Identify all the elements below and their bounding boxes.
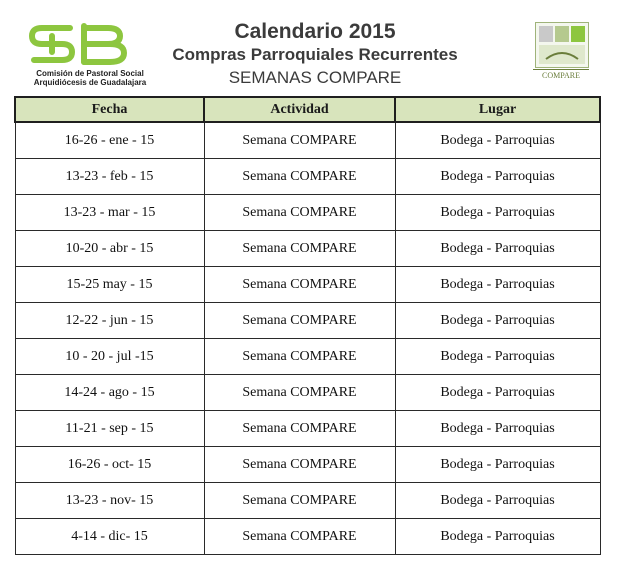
table-row — [15, 122, 600, 159]
fecha-cell: 16-26 - oct- 15 — [15, 447, 204, 483]
column-header-fecha: Fecha — [15, 97, 204, 122]
fecha-cell: 10-20 - abr - 15 — [15, 231, 204, 267]
table-header-row — [15, 97, 600, 122]
org-line-1: Comisión de Pastoral Social — [36, 69, 144, 78]
column-header-actividad: Actividad — [204, 97, 395, 122]
table-row — [15, 195, 600, 231]
fecha-cell: 13-23 - feb - 15 — [15, 159, 204, 195]
table-row — [15, 483, 600, 519]
lugar-cell: Bodega - Parroquias — [395, 231, 600, 267]
organization-name — [10, 69, 170, 87]
table-row — [15, 267, 600, 303]
compare-logo-label: COMPARE — [533, 69, 589, 80]
fecha-cell: 14-24 - ago - 15 — [15, 375, 204, 411]
table-row — [15, 375, 600, 411]
compare-logo — [533, 22, 589, 88]
page-subtitle: Compras Parroquiales Recurrentes — [172, 45, 458, 64]
column-header-lugar: Lugar — [395, 97, 600, 122]
fecha-cell: 13-23 - nov- 15 — [15, 483, 204, 519]
actividad-cell: Semana COMPARE — [204, 447, 395, 483]
actividad-cell: Semana COMPARE — [204, 483, 395, 519]
lugar-cell: Bodega - Parroquias — [395, 339, 600, 375]
fecha-cell: 12-22 - jun - 15 — [15, 303, 204, 339]
sb-logo-icon — [26, 22, 131, 68]
fecha-cell: 4-14 - dic- 15 — [15, 519, 204, 555]
fecha-cell: 11-21 - sep - 15 — [15, 411, 204, 447]
actividad-cell: Semana COMPARE — [204, 231, 395, 267]
table-row — [15, 411, 600, 447]
fecha-cell: 10 - 20 - jul -15 — [15, 339, 204, 375]
calendar-table — [14, 96, 601, 555]
lugar-cell: Bodega - Parroquias — [395, 303, 600, 339]
lugar-cell: Bodega - Parroquias — [395, 267, 600, 303]
fecha-cell: 15-25 may - 15 — [15, 267, 204, 303]
org-line-2: Arquidiócesis de Guadalajara — [33, 78, 147, 87]
table-row — [15, 339, 600, 375]
actividad-cell: Semana COMPARE — [204, 195, 395, 231]
table-row — [15, 519, 600, 555]
actividad-cell: Semana COMPARE — [204, 519, 395, 555]
table-row — [15, 231, 600, 267]
actividad-cell: Semana COMPARE — [204, 303, 395, 339]
page-subtitle-2: SEMANAS COMPARE — [228, 68, 402, 87]
actividad-cell: Semana COMPARE — [204, 267, 395, 303]
lugar-cell: Bodega - Parroquias — [395, 122, 600, 159]
lugar-cell: Bodega - Parroquias — [395, 519, 600, 555]
lugar-cell: Bodega - Parroquias — [395, 159, 600, 195]
lugar-cell: Bodega - Parroquias — [395, 411, 600, 447]
actividad-cell: Semana COMPARE — [204, 339, 395, 375]
actividad-cell: Semana COMPARE — [204, 375, 395, 411]
compare-photo-icon — [535, 22, 589, 68]
actividad-cell: Semana COMPARE — [204, 411, 395, 447]
table-row — [15, 159, 600, 195]
actividad-cell: Semana COMPARE — [204, 122, 395, 159]
fecha-cell: 16-26 - ene - 15 — [15, 122, 204, 159]
fecha-cell: 13-23 - mar - 15 — [15, 195, 204, 231]
table-row — [15, 303, 600, 339]
lugar-cell: Bodega - Parroquias — [395, 195, 600, 231]
lugar-cell: Bodega - Parroquias — [395, 447, 600, 483]
actividad-cell: Semana COMPARE — [204, 159, 395, 195]
lugar-cell: Bodega - Parroquias — [395, 375, 600, 411]
table-row — [15, 447, 600, 483]
page-title: Calendario 2015 — [234, 20, 396, 43]
lugar-cell: Bodega - Parroquias — [395, 483, 600, 519]
